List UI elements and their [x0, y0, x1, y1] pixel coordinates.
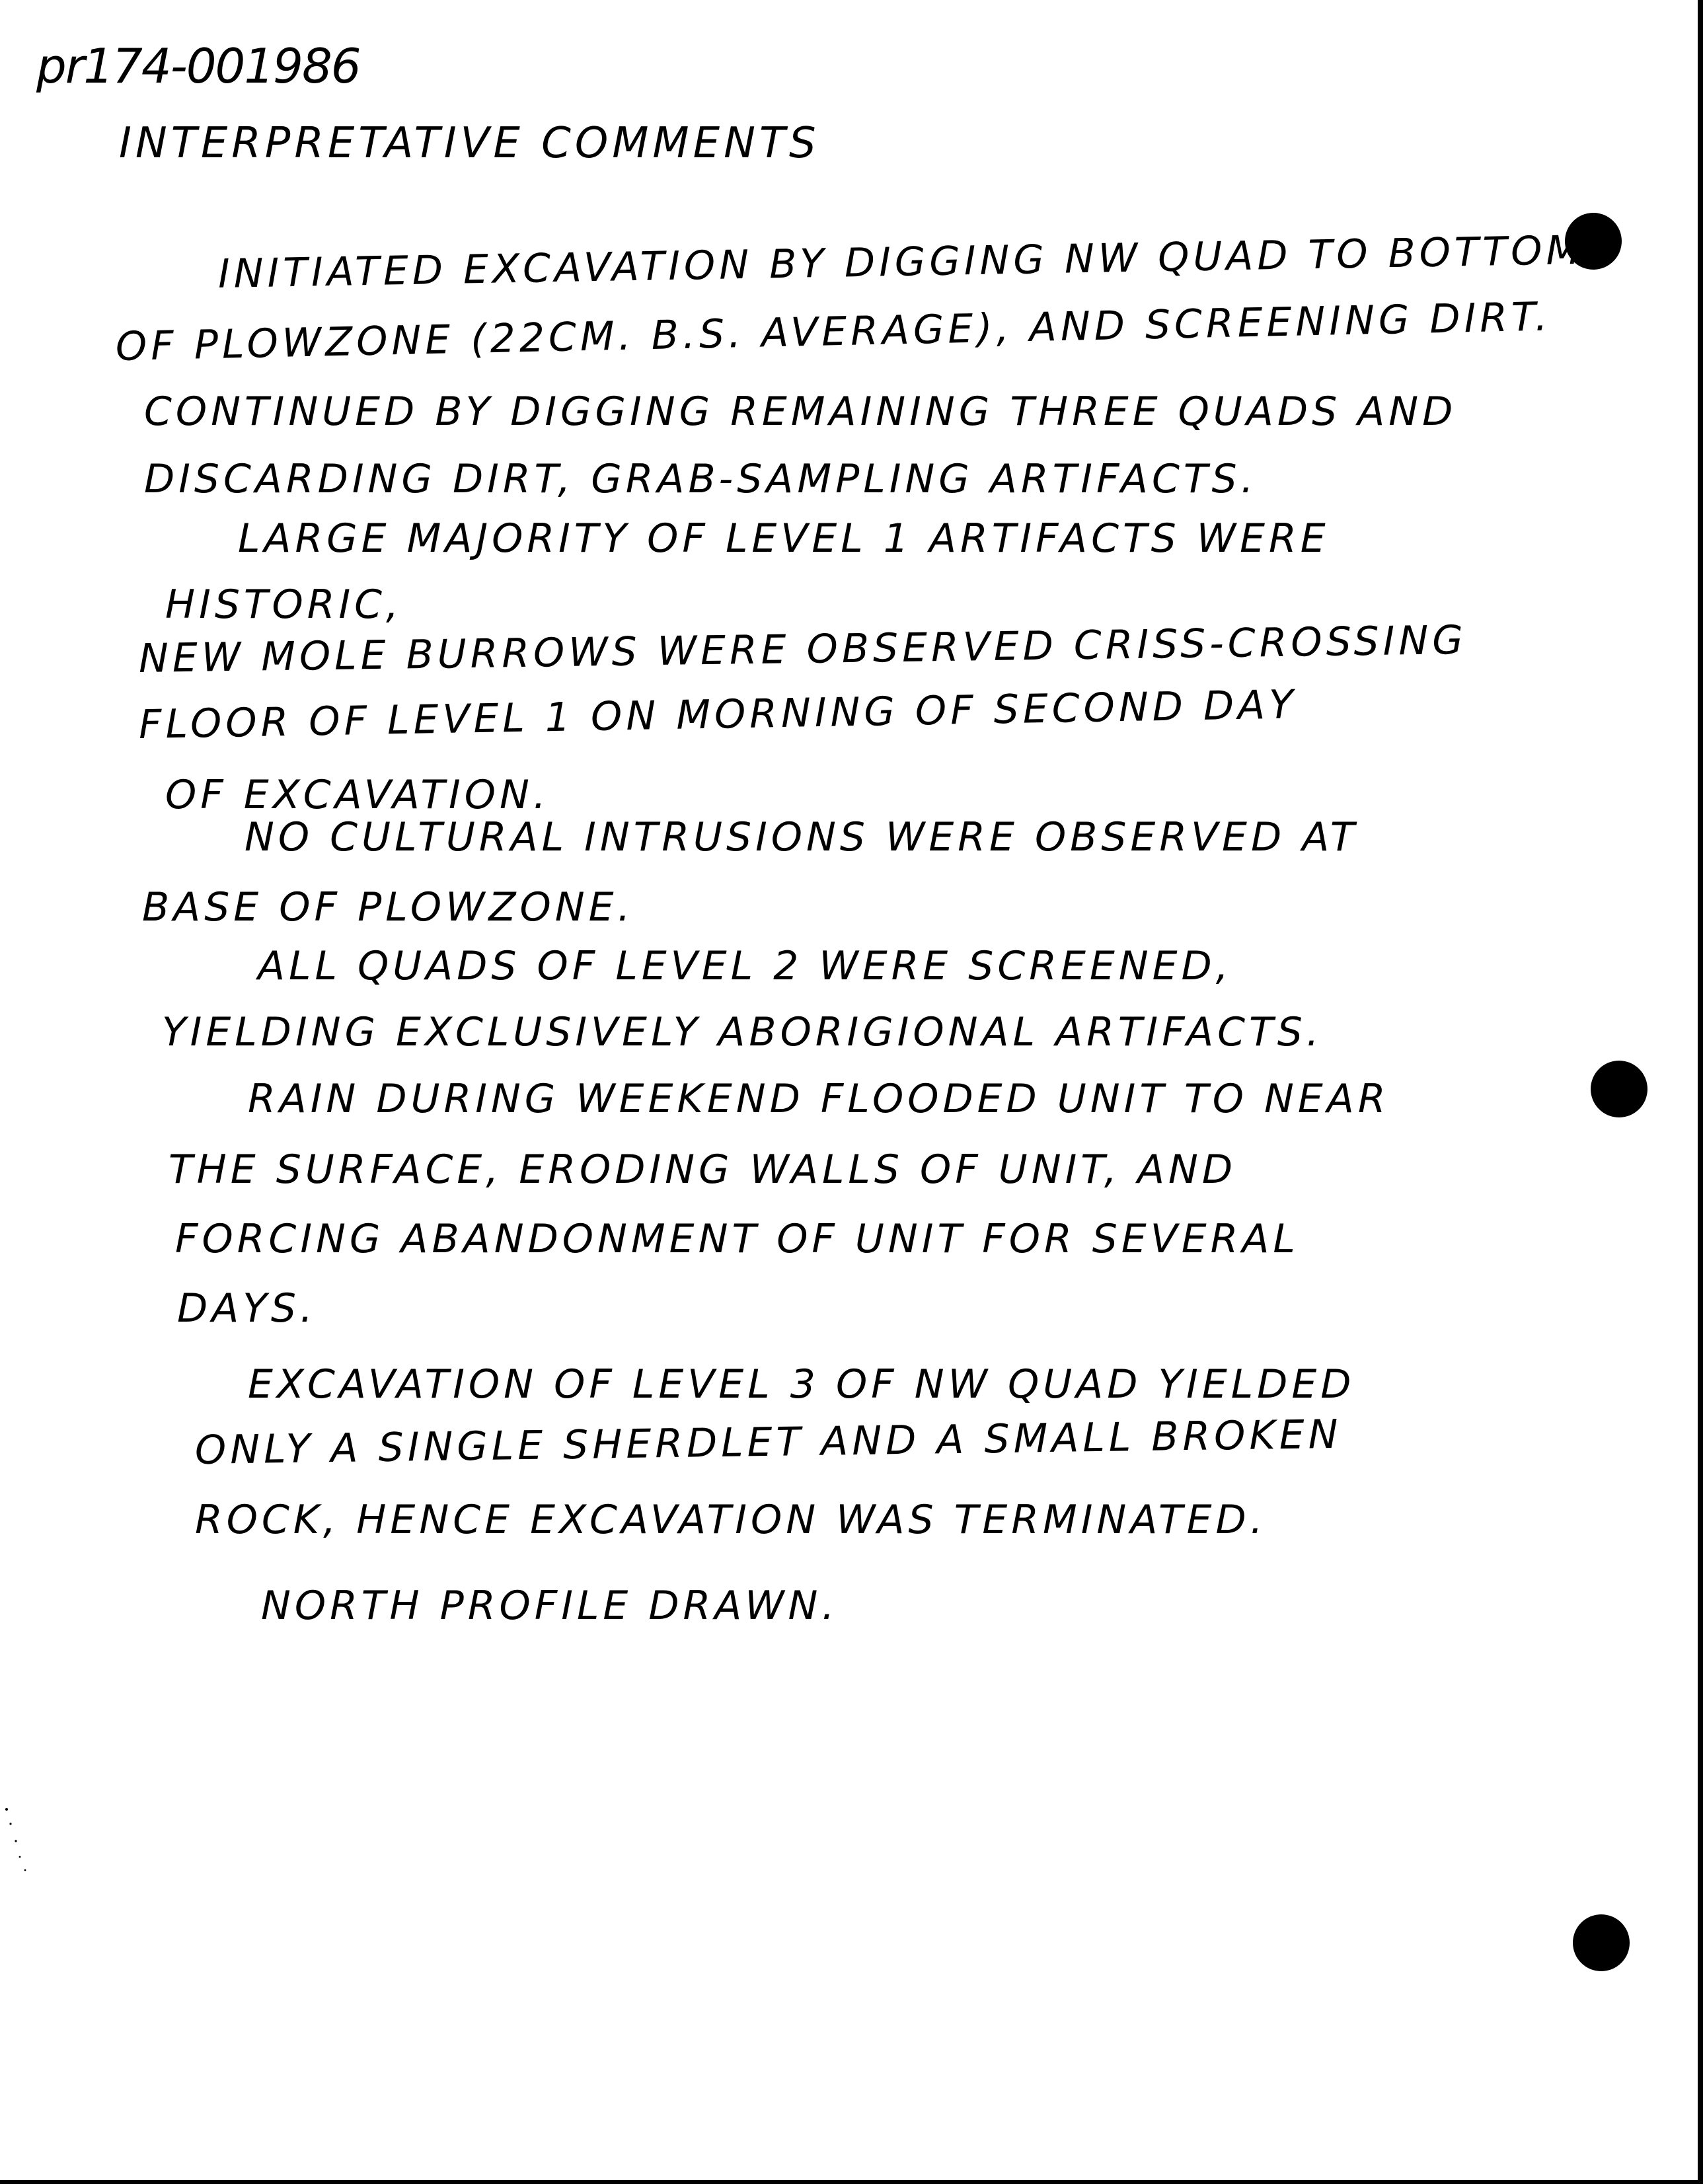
text-line: NORTH PROFILE DRAWN. [261, 1583, 839, 1629]
scan-specks [3, 1804, 29, 1877]
text-line: EXCAVATION OF LEVEL 3 OF NW QUAD YIELDED [248, 1361, 1355, 1408]
text-line: ALL QUADS OF LEVEL 2 WERE SCREENED, [258, 943, 1232, 989]
text-line: OF PLOWZONE (22CM. B.S. AVERAGE), AND SCREENING DIRT. [115, 293, 1552, 370]
text-line: NO CULTURAL INTRUSIONS WERE OBSERVED AT [245, 814, 1359, 860]
text-line: YIELDING EXCLUSIVELY ABORIGIONAL ARTIFACTS. [162, 1009, 1323, 1055]
punch-hole-bottom [1573, 1914, 1630, 1971]
text-line: LARGE MAJORITY OF LEVEL 1 ARTIFACTS WERE [238, 515, 1330, 562]
text-line: RAIN DURING WEEKEND FLOODED UNIT TO NEAR [248, 1076, 1390, 1122]
scan-edge-bottom [0, 2180, 1703, 2184]
text-line: DISCARDING DIRT, GRAB-SAMPLING ARTIFACTS. [144, 456, 1258, 502]
text-line: FLOOR OF LEVEL 1 ON MORNING OF SECOND DAY [138, 681, 1298, 748]
text-line: CONTINUED BY DIGGING REMAINING THREE QUADS AND [144, 389, 1457, 435]
text-line: THE SURFACE, ERODING WALLS OF UNIT, AND [169, 1147, 1237, 1193]
punch-hole-middle [1591, 1061, 1647, 1117]
text-line: HISTORIC, [165, 582, 403, 628]
text-line: BASE OF PLOWZONE. [142, 884, 634, 930]
page-heading: INTERPRETATIVE COMMENTS [119, 119, 820, 168]
scan-edge-right [1698, 0, 1703, 2184]
text-line: NEW MOLE BURROWS WERE OBSERVED CRISS-CROSSING [138, 617, 1468, 682]
text-line: ROCK, HENCE EXCAVATION WAS TERMINATED. [195, 1497, 1267, 1543]
text-line: ONLY A SINGLE SHERDLET AND A SMALL BROKEN [194, 1411, 1342, 1474]
text-line: INITIATED EXCAVATION BY DIGGING NW QUAD TO BOTTOM [217, 227, 1585, 297]
document-id: pr174-001986 [36, 38, 360, 94]
text-line: FORCING ABANDONMENT OF UNIT FOR SEVERAL [175, 1216, 1299, 1262]
text-line: DAYS. [177, 1285, 317, 1332]
text-line: OF EXCAVATION. [165, 772, 550, 818]
